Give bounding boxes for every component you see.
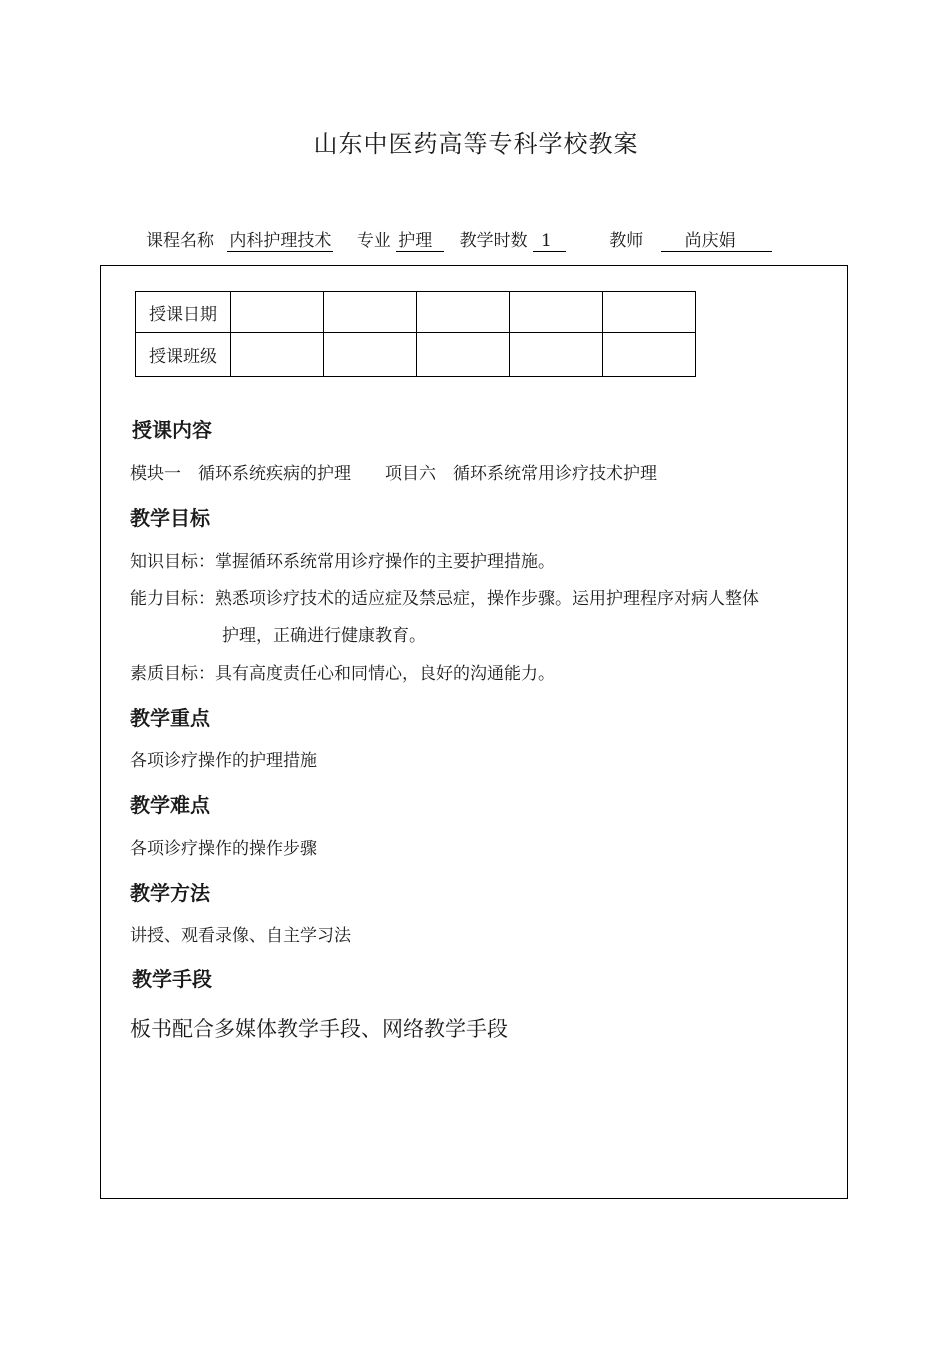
hours-label: 教学时数 xyxy=(459,231,528,251)
table-cell xyxy=(417,333,510,377)
difficult-points-text: 各项诊疗操作的操作步骤 xyxy=(130,839,317,859)
date-label: 授课日期 xyxy=(136,292,231,333)
table-cell xyxy=(510,292,603,333)
difficult-points-heading: 教学难点 xyxy=(130,793,210,817)
table-cell xyxy=(231,292,324,333)
method-heading: 教学方法 xyxy=(130,881,210,905)
table-row xyxy=(136,292,696,333)
table-cell xyxy=(324,292,417,333)
content-heading: 授课内容 xyxy=(132,418,212,442)
goal-knowledge: 知识目标：掌握循环系统常用诊疗操作的主要护理措施。 xyxy=(130,552,555,572)
hours-value: 1 xyxy=(533,231,566,252)
key-points-text: 各项诊疗操作的护理措施 xyxy=(130,751,317,771)
table-cell xyxy=(231,333,324,377)
table-cell xyxy=(417,292,510,333)
course-label: 课程名称 xyxy=(146,231,214,251)
table-cell xyxy=(603,333,696,377)
goal-ability: 能力目标：熟悉项诊疗技术的适应症及禁忌症，操作步骤。运用护理程序对病人整体 xyxy=(130,589,759,609)
goals-heading: 教学目标 xyxy=(130,506,210,530)
content-text: 模块一 循环系统疾病的护理 项目六 循环系统常用诊疗技术护理 xyxy=(130,464,657,484)
schedule-table xyxy=(135,291,696,377)
goal-ability-continued: 护理，正确进行健康教育。 xyxy=(222,626,426,646)
means-heading: 教学手段 xyxy=(132,967,212,991)
teacher-label: 教师 xyxy=(609,231,644,251)
method-text: 讲授、观看录像、自主学习法 xyxy=(130,926,351,946)
table-row xyxy=(136,333,696,377)
course-meta-line xyxy=(146,226,772,252)
teacher-value: 尚庆娟 xyxy=(661,226,772,252)
major-label: 专业 xyxy=(356,231,391,251)
lesson-plan-frame xyxy=(100,265,848,1199)
course-value: 内科护理技术 xyxy=(227,226,333,252)
table-cell xyxy=(510,333,603,377)
table-cell xyxy=(603,292,696,333)
key-points-heading: 教学重点 xyxy=(130,706,210,730)
class-label: 授课班级 xyxy=(136,333,231,377)
means-text: 板书配合多媒体教学手段、网络教学手段 xyxy=(130,1017,508,1041)
goal-quality: 素质目标：具有高度责任心和同情心，良好的沟通能力。 xyxy=(130,664,555,684)
document-title: 山东中医药高等专科学校教案 xyxy=(313,130,639,158)
table-cell xyxy=(324,333,417,377)
major-value: 护理 xyxy=(396,226,444,252)
